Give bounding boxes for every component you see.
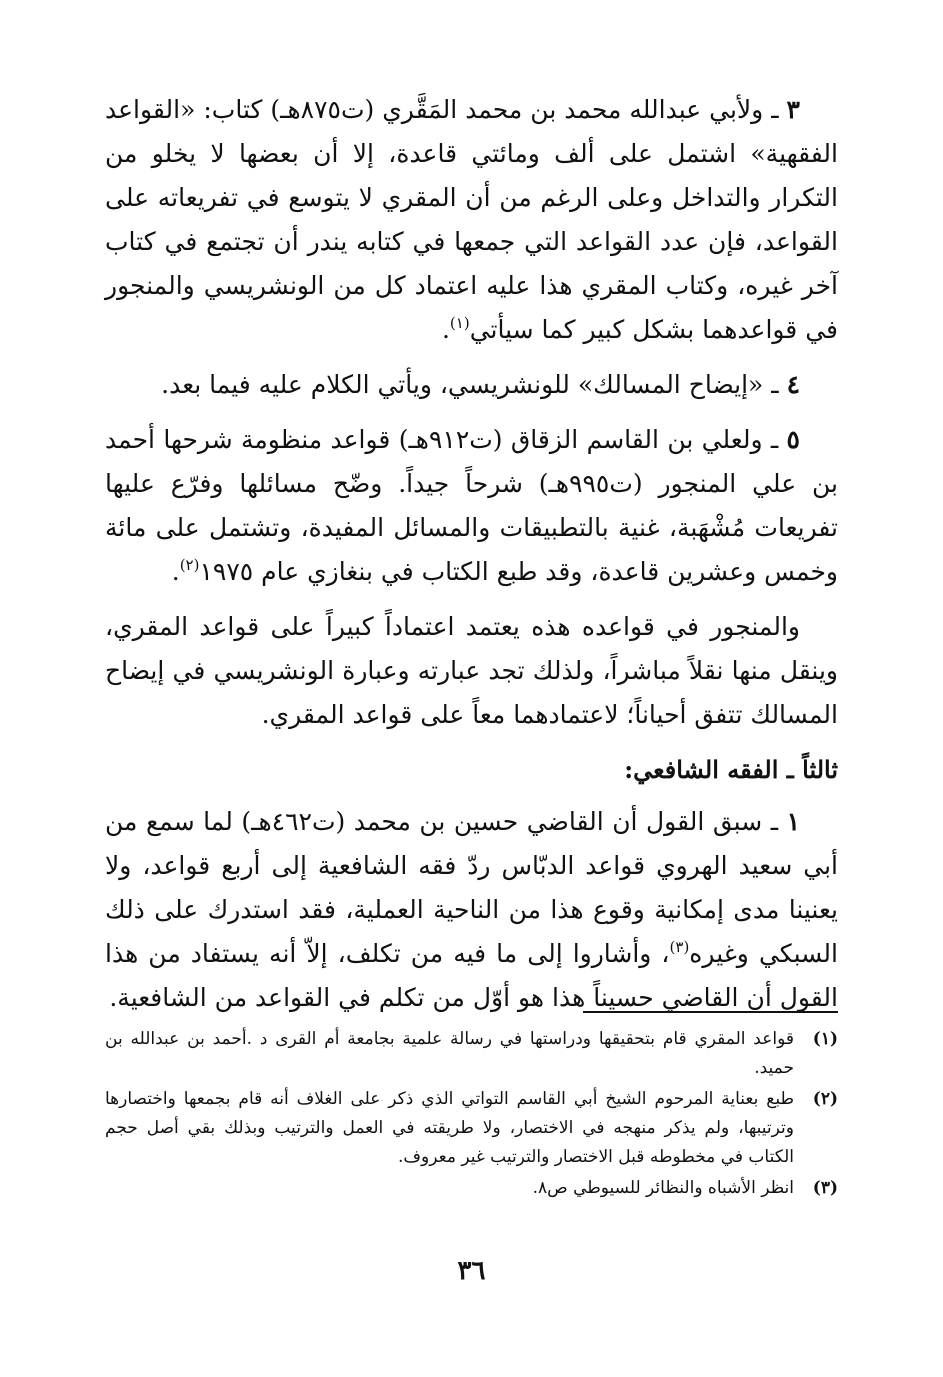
footnote-reference[interactable]: (٣) bbox=[669, 938, 690, 956]
paragraph-maqqari bbox=[105, 88, 838, 352]
paragraph-manjur bbox=[105, 605, 838, 737]
footnote bbox=[105, 1025, 838, 1083]
item-number: ٤ bbox=[786, 370, 800, 399]
footnote-number: (١) bbox=[812, 1029, 838, 1049]
footnote bbox=[105, 1174, 838, 1203]
item-number: ١ bbox=[786, 807, 800, 836]
footnote-reference[interactable]: (٢) bbox=[179, 556, 200, 574]
paragraph-idah-al-masalik bbox=[105, 363, 838, 407]
paragraph-text: ـ «إيضاح المسالك» للونشريسي، ويأتي الكلام عليه فيما بعد. bbox=[161, 370, 787, 399]
section-heading: ثالثاً ـ الفقه الشافعي: bbox=[624, 755, 838, 784]
paragraph-text: ـ ولأبي عبدالله محمد بن محمد المَقَّري (ت٨٧٥هـ) كتاب: «القواعد الفقهية» اشتمل على ألف ومائتي قاعدة، إلا أن بعضها لا يخلو من التكرار والتداخل وعلى الرغم من أن المقري لا يتوسع في تفريعاته على القواعد، فإن عدد القواعد التي جمعها في كتابه يندر أن تجتمع في كتاب آخر غيره، وكتاب المقري هذا عليه اعتماد كل من الونشريسي والمنجور في قواعدهما بشكل كبير كما سيأتي bbox=[105, 95, 838, 344]
footnote bbox=[105, 1085, 838, 1172]
main-text bbox=[105, 88, 838, 1031]
paragraph-text: والمنجور في قواعده هذه يعتمد اعتماداً كبيراً على قواعد المقري، وينقل منها نقلاً مباشراً، ولذلك تجد عبارته وعبارة الونشريسي في إيضاح المسالك تتفق أحياناً؛ لاعتمادهما معاً على قواعد المقري. bbox=[105, 612, 838, 729]
item-number: ٣ bbox=[786, 95, 800, 124]
paragraph-end: . bbox=[441, 315, 450, 344]
footnote-text: طبع بعناية المرحوم الشيخ أبي القاسم التواتي الذي ذكر على الغلاف أنه قام بجمعها واختصارها وترتيبها، ولم يذكر منهجه في الاختصار، ولا طريقته في العمل والترتيب وبذلك بقي أصل حجم الكتاب في مخطوطه قبل الاختصار والترتيب غير معروف. bbox=[105, 1089, 794, 1167]
paragraph-text: ـ سبق القول أن القاضي حسين بن محمد (ت٤٦٢هـ) لما سمع من أبي سعيد الهروي قواعد الدبّاس ردّ فقه الشافعية إلى أربع قواعد، ولا يعنينا مدى إمكانية وقوع هذا من الناحية العملية، فقد استدرك على ذلك السبكي وغيره bbox=[105, 807, 838, 968]
paragraph-text: ـ ولعلي بن القاسم الزقاق (ت٩١٢هـ) قواعد منظومة شرحها أحمد بن علي المنجور (ت٩٩٥هـ) شرحاً جيداً. وضّح مسائلها وفرّع عليها تفريعات مُشْهَبة، غنية بالتطبيقات والمسائل المفيدة، وتشتمل على مائة وخمس وعشرين قاعدة، وقد طبع الكتاب في بنغازي عام ١٩٧٥ bbox=[105, 425, 838, 586]
paragraph-text-continued: ، وأشاروا إلى ما فيه من تكلف، إلاّ أنه يستفاد من هذا القول أن القاضي حسيناً هذا هو أوّل من تكلم في القواعد من الشافعية. bbox=[105, 939, 838, 1012]
paragraph-zaqqaq bbox=[105, 418, 838, 594]
footnote-divider bbox=[583, 1011, 838, 1013]
footnote-reference[interactable]: (١) bbox=[449, 314, 470, 332]
footnotes bbox=[105, 1025, 838, 1205]
footnote-number: (٢) bbox=[812, 1089, 838, 1109]
item-number: ٥ bbox=[786, 425, 800, 454]
page-number: ٣٦ bbox=[457, 1256, 486, 1286]
footnote-text: قواعد المقري قام بتحقيقها ودراستها في رسالة علمية بجامعة أم القرى د .أحمد بن عبدالله بن حميد. bbox=[105, 1029, 794, 1078]
footnote-text: انظر الأشباه والنظائر للسيوطي ص٨. bbox=[532, 1178, 794, 1198]
paragraph-end: . bbox=[171, 557, 180, 586]
paragraph-qadi-husayn bbox=[105, 800, 838, 1020]
footnote-number: (٣) bbox=[812, 1178, 838, 1198]
